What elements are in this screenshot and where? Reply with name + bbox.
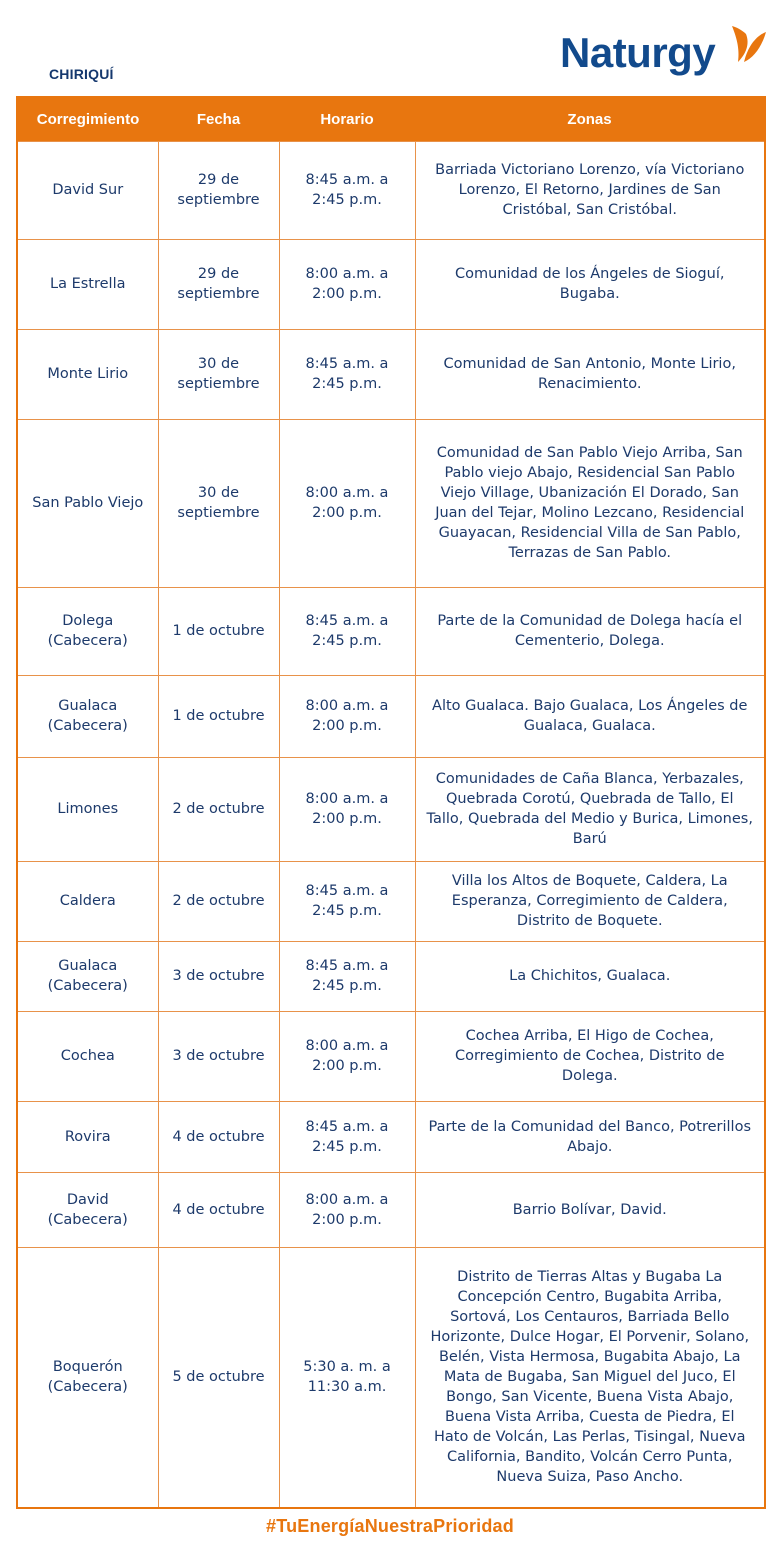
cell-zonas: Barriada Victoriano Lorenzo, vía Victoriano Lorenzo, El Retorno, Jardines de San Cristóbal, San Cristóbal.: [415, 141, 765, 239]
cell-fecha: 4 de octubre: [158, 1172, 279, 1247]
cell-zonas: Parte de la Comunidad de Dolega hacía el Cementerio, Dolega.: [415, 587, 765, 675]
cell-corregimiento: David Sur: [17, 141, 158, 239]
cell-corregimiento: Monte Lirio: [17, 329, 158, 419]
cell-corregimiento: Gualaca (Cabecera): [17, 675, 158, 757]
cell-zonas: Alto Gualaca. Bajo Gualaca, Los Ángeles de Gualaca, Gualaca.: [415, 675, 765, 757]
cell-corregimiento: Dolega (Cabecera): [17, 587, 158, 675]
cell-horario: 8:45 a.m. a 2:45 p.m.: [279, 1101, 415, 1172]
table-row: [17, 861, 765, 941]
cell-corregimiento: Rovira: [17, 1101, 158, 1172]
cell-horario: 5:30 a. m. a 11:30 a.m.: [279, 1247, 415, 1508]
table-row: [17, 1247, 765, 1508]
table-row: [17, 329, 765, 419]
table-row: [17, 587, 765, 675]
table-row: [17, 1101, 765, 1172]
table-row: [17, 1172, 765, 1247]
cell-corregimiento: Cochea: [17, 1011, 158, 1101]
cell-fecha: 5 de octubre: [158, 1247, 279, 1508]
cell-horario: 8:45 a.m. a 2:45 p.m.: [279, 329, 415, 419]
cell-zonas: Parte de la Comunidad del Banco, Potrerillos Abajo.: [415, 1101, 765, 1172]
campaign-hashtag: #TuEnergíaNuestraPrioridad: [266, 1516, 514, 1536]
table-row: [17, 757, 765, 861]
cell-zonas: Villa los Altos de Boquete, Caldera, La Esperanza, Corregimiento de Caldera, Distrito de Boquete.: [415, 861, 765, 941]
outage-schedule-table: [16, 96, 766, 1509]
cell-horario: 8:00 a.m. a 2:00 p.m.: [279, 1172, 415, 1247]
cell-corregimiento: Caldera: [17, 861, 158, 941]
cell-horario: 8:45 a.m. a 2:45 p.m.: [279, 941, 415, 1011]
table-header-row: [17, 97, 765, 141]
cell-fecha: 1 de octubre: [158, 587, 279, 675]
cell-zonas: Comunidades de Caña Blanca, Yerbazales, Quebrada Corotú, Quebrada de Tallo, El Tallo, Quebrada del Medio y Burica, Limones, Barú: [415, 757, 765, 861]
table-row: [17, 1011, 765, 1101]
cell-horario: 8:45 a.m. a 2:45 p.m.: [279, 141, 415, 239]
cell-zonas: Barrio Bolívar, David.: [415, 1172, 765, 1247]
cell-corregimiento: Limones: [17, 757, 158, 861]
cell-corregimiento: San Pablo Viejo: [17, 419, 158, 587]
cell-horario: 8:00 a.m. a 2:00 p.m.: [279, 1011, 415, 1101]
butterfly-icon: [726, 22, 768, 74]
column-header-corregimiento: Corregimiento: [17, 97, 158, 141]
table-row: [17, 239, 765, 329]
cell-fecha: 2 de octubre: [158, 861, 279, 941]
cell-corregimiento: La Estrella: [17, 239, 158, 329]
cell-fecha: 30 de septiembre: [158, 329, 279, 419]
table-row: [17, 419, 765, 587]
cell-fecha: 3 de octubre: [158, 1011, 279, 1101]
naturgy-logo: [560, 22, 768, 82]
cell-zonas: Comunidad de los Ángeles de Sioguí, Bugaba.: [415, 239, 765, 329]
cell-corregimiento: Gualaca (Cabecera): [17, 941, 158, 1011]
column-header-fecha: Fecha: [158, 97, 279, 141]
cell-horario: 8:00 a.m. a 2:00 p.m.: [279, 419, 415, 587]
cell-horario: 8:45 a.m. a 2:45 p.m.: [279, 861, 415, 941]
column-header-horario: Horario: [279, 97, 415, 141]
cell-fecha: 1 de octubre: [158, 675, 279, 757]
cell-zonas: Cochea Arriba, El Higo de Cochea, Corregimiento de Cochea, Distrito de Dolega.: [415, 1011, 765, 1101]
cell-fecha: 3 de octubre: [158, 941, 279, 1011]
cell-zonas: La Chichitos, Gualaca.: [415, 941, 765, 1011]
cell-fecha: 30 de septiembre: [158, 419, 279, 587]
cell-fecha: 29 de septiembre: [158, 141, 279, 239]
table-row: [17, 941, 765, 1011]
cell-horario: 8:00 a.m. a 2:00 p.m.: [279, 675, 415, 757]
cell-fecha: 4 de octubre: [158, 1101, 279, 1172]
cell-corregimiento: Boquerón (Cabecera): [17, 1247, 158, 1508]
table-row: [17, 675, 765, 757]
table-row: [17, 141, 765, 239]
cell-horario: 8:00 a.m. a 2:00 p.m.: [279, 239, 415, 329]
cell-horario: 8:45 a.m. a 2:45 p.m.: [279, 587, 415, 675]
cell-zonas: Distrito de Tierras Altas y Bugaba La Concepción Centro, Bugabita Arriba, Sortová, Los Centauros, Barriada Bello Horizonte, Dulce Hogar, El Porvenir, Solano, Belén, Vista Hermosa, Bugabita Abajo, La Mata de Bugaba, San Miguel del Juco, El Bongo, San Vicente, Buena Vista Abajo, Buena Vista Arriba, Cuesta de Piedra, El Hato de Volcán, Las Perlas, Tisingal, Nueva California, Bandito, Volcán Cerro Punta, Nueva Suiza, Paso Ancho.: [415, 1247, 765, 1508]
cell-fecha: 29 de septiembre: [158, 239, 279, 329]
cell-fecha: 2 de octubre: [158, 757, 279, 861]
cell-zonas: Comunidad de San Pablo Viejo Arriba, San Pablo viejo Abajo, Residencial San Pablo Viejo Village, Ubanización El Dorado, San Juan del Tejar, Molino Lezcano, Residencial Guayacan, Residencial Villa de San Pablo, Terrazas de San Pablo.: [415, 419, 765, 587]
cell-zonas: Comunidad de San Antonio, Monte Lirio, Renacimiento.: [415, 329, 765, 419]
column-header-zonas: Zonas: [415, 97, 765, 141]
cell-horario: 8:00 a.m. a 2:00 p.m.: [279, 757, 415, 861]
region-title: CHIRIQUÍ: [49, 66, 114, 82]
brand-name: Naturgy: [560, 29, 716, 76]
cell-corregimiento: David (Cabecera): [17, 1172, 158, 1247]
